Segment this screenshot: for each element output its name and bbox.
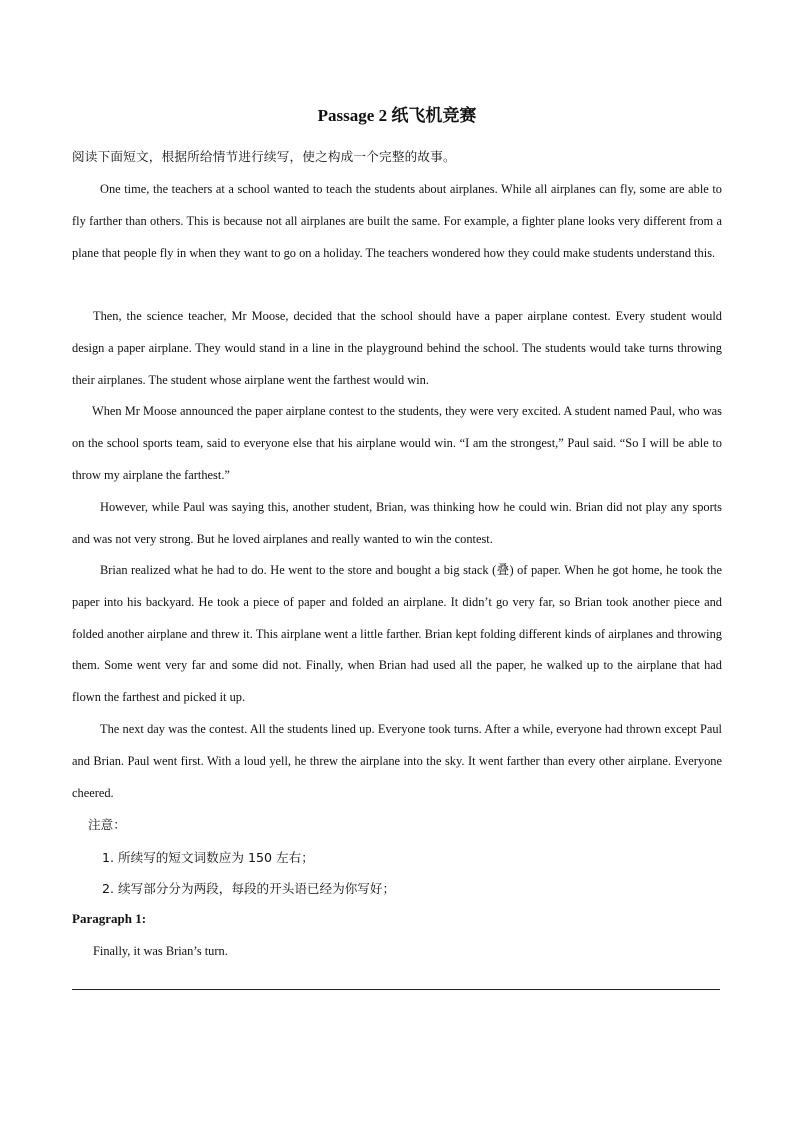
notes-label: 注意：: [88, 817, 126, 832]
story-paragraph-6: The next day was the contest. All the students lined up. Everyone took turns. After a while, everyone had thrown except Paul and Brian. Paul went first. With a loud yell, he threw the airplane into the sky. It went farther than every other airplane. Everyone cheered.: [72, 722, 722, 800]
passage-title: Passage 2 纸飞机竞赛: [317, 106, 477, 125]
paragraph-1-opening: Finally, it was Brian’s turn.: [93, 944, 228, 958]
story-paragraph-4: However, while Paul was saying this, another student, Brian, was thinking how he could win. Brian did not play any sports and was not very strong. But he loved airplanes and really wanted to win the contest.: [72, 500, 722, 546]
instruction-text: 阅读下面短文，根据所给情节进行续写，使之构成一个完整的故事。: [72, 149, 456, 164]
note-item-2: 2. 续写部分分为两段，每段的开头语已经为你写好；: [102, 881, 396, 896]
story-paragraph-1: One time, the teachers at a school wanted to teach the students about airplanes. While all airplanes can fly, some are able to fly farther than others. This is because not all airplanes are built the same. For example, a fighter plane looks very different from a plane that people fly in when they want to go on a holiday. The teachers wondered how they could make students understand this.: [72, 182, 722, 260]
story-paragraph-5: Brian realized what he had to do. He went to the store and bought a big stack (叠) of paper. When he got home, he took the paper into his backyard. He took a piece of paper and folded an airplane. It didn’t go very far, so Brian took another piece and folded another airplane and threw it. This airplane went a little farther. Brian kept folding different kinds of airplanes and throwing them. Some went very far and some did not. Finally, when Brian had used all the paper, he walked up to the airplane that had flown the farthest and picked it up.: [72, 563, 722, 705]
note-item-1: 1. 所续写的短文词数应为 150 左右；: [102, 850, 314, 865]
writing-line: [72, 989, 720, 990]
paragraph-1-label: Paragraph 1:: [72, 911, 147, 926]
story-paragraph-3: When Mr Moose announced the paper airplane contest to the students, they were very excited. A student named Paul, who was on the school sports team, said to everyone else that his airplane would win. “I am the strongest,” Paul said. “So I will be able to throw my airplane the farthest.”: [72, 404, 722, 482]
story-paragraph-2: Then, the science teacher, Mr Moose, decided that the school should have a paper airplane contest. Every student would design a paper airplane. They would stand in a line in the playground behind the school. The students would take turns throwing their airplanes. The student whose airplane went the farthest would win.: [72, 309, 722, 387]
